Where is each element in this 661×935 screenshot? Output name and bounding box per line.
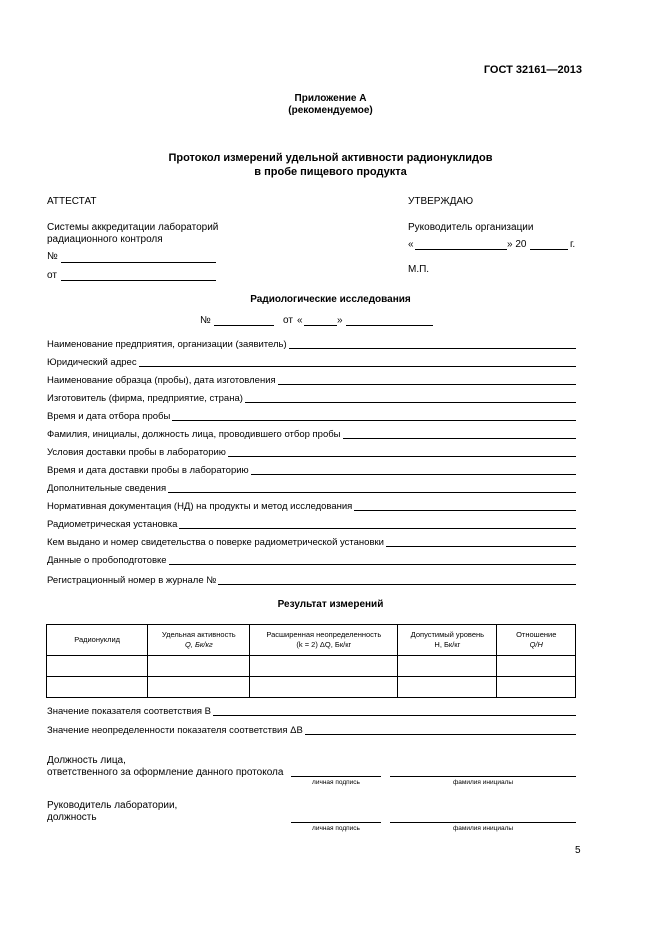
table-cell[interactable] <box>47 656 148 677</box>
field-row <box>47 464 576 476</box>
approval-heading: УТВЕРЖДАЮ <box>408 196 474 207</box>
field-row <box>47 356 576 368</box>
lab-head-signature-field[interactable] <box>291 822 381 823</box>
field-row <box>47 428 576 440</box>
appendix-title: Приложение А <box>294 93 367 104</box>
results-header-row <box>47 625 576 656</box>
lab-head-label-line1: Руководитель лаборатории, <box>47 800 178 811</box>
column-header: Расширенная неопределенность (k = 2) ΔQ, Бк/кг <box>250 625 398 656</box>
field-row <box>47 536 576 548</box>
field-label: Дополнительные сведения <box>47 483 167 494</box>
column-header: Радионуклид <box>47 625 148 656</box>
accreditation-line2: радиационного контроля <box>47 234 163 245</box>
signature-caption: личная подпись <box>312 825 360 832</box>
responsible-name-field[interactable] <box>390 776 576 777</box>
field-label: Наименование предприятия, организации (заявитель) <box>47 339 287 350</box>
field-row <box>47 374 576 386</box>
approval-year-suffix: г. <box>570 239 576 250</box>
field-row <box>47 500 576 512</box>
field-label: Наименование образца (пробы), дата изготовления <box>47 375 276 386</box>
research-number-label: № <box>200 315 211 326</box>
field-row <box>47 446 576 458</box>
research-number-field[interactable] <box>214 325 274 326</box>
lab-head-name-field[interactable] <box>390 822 576 823</box>
conformity-value-label: Значение показателя соответствия B <box>47 706 212 717</box>
table-cell[interactable] <box>148 656 250 677</box>
table-cell[interactable] <box>398 656 497 677</box>
attestat-number-field[interactable] <box>61 262 216 263</box>
attestat-from-label: от <box>47 270 57 281</box>
field-label: Кем выдано и номер свидетельства о поверке радиометрической установки <box>47 537 384 548</box>
field-input[interactable] <box>354 510 576 511</box>
research-heading: Радиологические исследования <box>250 294 411 305</box>
research-day-field[interactable] <box>304 325 337 326</box>
appendix-subtitle: (рекомендуемое) <box>288 105 373 116</box>
attestat-number-label: № <box>47 251 58 262</box>
field-label: Радиометрическая установка <box>47 519 178 530</box>
name-caption: фамилия инициалы <box>452 779 514 786</box>
research-from-label: от <box>283 315 293 326</box>
approval-date-mid: » 20 <box>507 239 527 250</box>
protocol-title-line2: в пробе пищевого продукта <box>254 166 407 178</box>
lab-head-label-line2: должность <box>47 812 97 823</box>
field-row <box>47 392 576 404</box>
table-cell[interactable] <box>497 677 576 698</box>
field-input[interactable] <box>278 384 576 385</box>
research-quote-open: « <box>297 315 303 326</box>
attestat-date-field[interactable] <box>61 280 216 281</box>
field-row <box>47 410 576 422</box>
field-input[interactable] <box>218 584 576 585</box>
page-number: 5 <box>575 845 581 856</box>
field-input[interactable] <box>343 438 576 439</box>
field-input[interactable] <box>169 564 576 565</box>
table-cell[interactable] <box>47 677 148 698</box>
approval-year-field[interactable] <box>530 249 568 250</box>
field-row <box>47 518 576 530</box>
field-label: Условия доставки пробы в лабораторию <box>47 447 226 458</box>
field-input[interactable] <box>168 492 576 493</box>
field-label: Время и дата отбора пробы <box>47 411 171 422</box>
field-input[interactable] <box>386 546 576 547</box>
field-input[interactable] <box>139 366 576 367</box>
field-input[interactable] <box>245 402 576 403</box>
conformity-uncertainty-row <box>47 724 576 736</box>
stamp-label: М.П. <box>408 264 430 275</box>
field-input[interactable] <box>251 474 576 475</box>
field-label: Изготовитель (фирма, предприятие, страна) <box>47 393 243 404</box>
table-cell[interactable] <box>148 677 250 698</box>
field-label: Регистрационный номер в журнале № <box>47 575 217 586</box>
field-input[interactable] <box>172 420 576 421</box>
column-header: Удельная активность Q, Бк/кг <box>148 625 250 656</box>
column-header: Отношение Q/H <box>497 625 576 656</box>
field-label: Время и дата доставки пробы в лабораторию <box>47 465 249 476</box>
table-cell[interactable] <box>250 677 398 698</box>
organization-head-label: Руководитель организации <box>408 222 534 233</box>
field-input[interactable] <box>228 456 576 457</box>
field-label: Юридический адрес <box>47 357 137 368</box>
responsible-label-line1: Должность лица, <box>47 755 126 766</box>
field-row <box>47 482 576 494</box>
attestat-heading: АТТЕСТАТ <box>47 196 97 207</box>
results-heading: Результат измерений <box>277 599 384 610</box>
table-row <box>47 656 576 677</box>
protocol-title-line1: Протокол измерений удельной активности радионуклидов <box>168 152 493 164</box>
research-quote-close: » <box>337 315 343 326</box>
field-input[interactable] <box>179 528 576 529</box>
column-header: Допустимый уровень H, Бк/кг <box>398 625 497 656</box>
field-label: Нормативная документация (НД) на продукты и метод исследования <box>47 501 353 512</box>
approval-date-open: « <box>408 239 414 250</box>
conformity-uncertainty-label: Значение неопределенности показателя соответствия ΔB <box>47 725 303 736</box>
conformity-value-row <box>47 705 576 717</box>
standard-code: ГОСТ 32161—2013 <box>483 64 582 76</box>
field-row <box>47 554 576 566</box>
conformity-uncertainty-input[interactable] <box>305 734 576 735</box>
research-month-field[interactable] <box>346 325 433 326</box>
table-cell[interactable] <box>497 656 576 677</box>
responsible-signature-field[interactable] <box>291 776 381 777</box>
name-caption: фамилия инициалы <box>452 825 514 832</box>
field-label: Данные о пробоподготовке <box>47 555 167 566</box>
table-row <box>47 677 576 698</box>
table-cell[interactable] <box>398 677 497 698</box>
approval-date-field[interactable] <box>415 249 507 250</box>
results-table <box>46 624 576 698</box>
field-label: Фамилия, инициалы, должность лица, проводившего отбор пробы <box>47 429 341 440</box>
table-cell[interactable] <box>250 656 398 677</box>
accreditation-line1: Системы аккредитации лабораторий <box>47 222 219 233</box>
responsible-label-line2: ответственного за оформление данного протокола <box>47 767 284 778</box>
field-row <box>47 574 576 586</box>
field-input[interactable] <box>289 348 576 349</box>
field-row <box>47 338 576 350</box>
signature-caption: личная подпись <box>312 779 360 786</box>
conformity-value-input[interactable] <box>213 715 576 716</box>
